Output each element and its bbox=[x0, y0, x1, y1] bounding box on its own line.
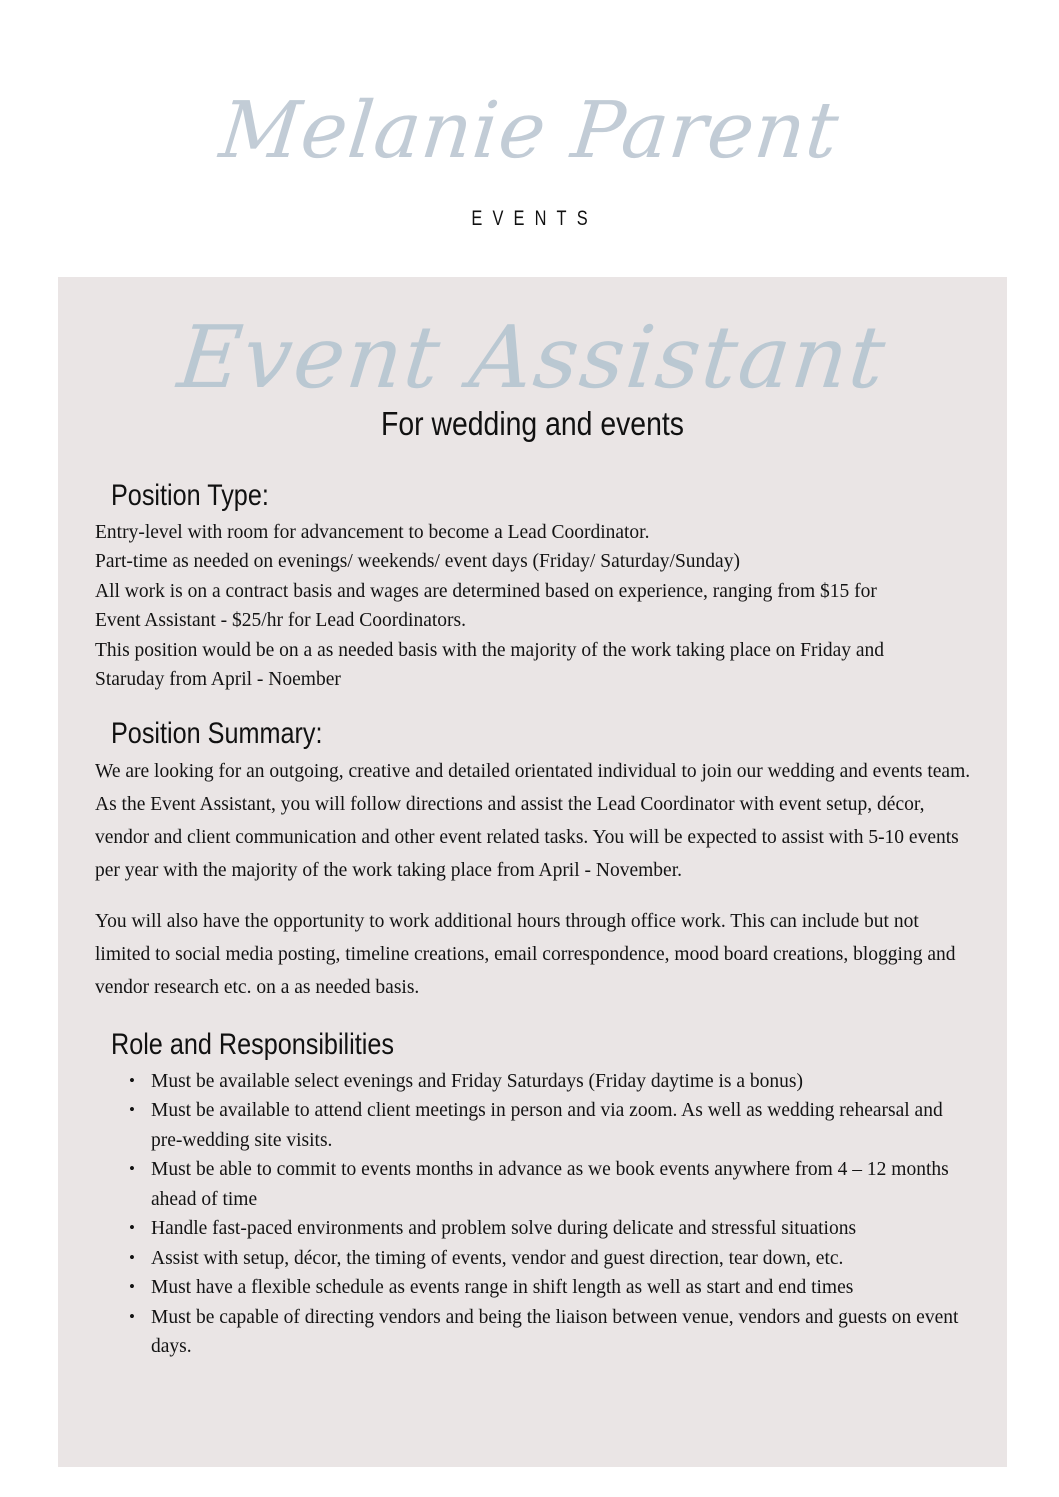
position-type-line: Staruday from April - Noember bbox=[95, 669, 341, 690]
document-body bbox=[58, 479, 1007, 1362]
position-type-body bbox=[95, 518, 1007, 695]
page-subtitle: For wedding and events bbox=[381, 405, 684, 442]
section-position-summary bbox=[58, 717, 1007, 1005]
brand-logo-subtitle: EVENTS bbox=[471, 207, 598, 230]
responsibilities-list bbox=[58, 1067, 1007, 1362]
section-role-responsibilities bbox=[58, 1028, 1007, 1362]
position-summary-paragraph: We are looking for an outgoing, creative and detailed orientated individual to join our wedding and events team. As the Event Assistant, you will follow directions and assist the Lead Coordinator with event setup, décor, vendor and client communication and other event related tasks. You will be expected to assist with 5-10 events per year with the majority of the work taking place from April - November. bbox=[95, 761, 971, 881]
list-item: • Assist with setup, décor, the timing of events, vendor and guest direction, tear down, etc. bbox=[151, 1244, 977, 1274]
content-panel bbox=[58, 277, 1007, 1467]
list-item: • Must be available to attend client meetings in person and via zoom. As well as wedding rehearsal and pre-wedding site visits. bbox=[151, 1096, 977, 1155]
position-type-line: Entry-level with room for advancement to become a Lead Coordinator. bbox=[95, 521, 650, 543]
page-title: Event Assistant bbox=[173, 308, 892, 408]
position-summary-body bbox=[95, 755, 1007, 1004]
section-heading-position-type: Position Type: bbox=[111, 479, 269, 512]
list-item: • Must have a flexible schedule as events range in shift length as well as start and end times bbox=[151, 1273, 977, 1303]
list-item: • Must be able to commit to events months in advance as we book events anywhere from 4 – 12 months ahead of time bbox=[151, 1155, 977, 1214]
paragraph-gap bbox=[95, 887, 977, 905]
section-heading-role-responsibilities: Role and Responsibilities bbox=[111, 1028, 394, 1061]
list-item: • Must be capable of directing vendors and being the liaison between venue, vendors and guests on event days. bbox=[151, 1303, 977, 1362]
section-position-type bbox=[58, 479, 1007, 695]
brand-logo-script: Melanie Parent bbox=[215, 86, 844, 176]
list-item: • Must be available select evenings and Friday Saturdays (Friday daytime is a bonus) bbox=[151, 1067, 977, 1097]
position-type-line: Part-time as needed on evenings/ weekends/ event days (Friday/ Saturday/Sunday) bbox=[95, 551, 740, 572]
section-heading-position-summary: Position Summary: bbox=[111, 716, 323, 750]
list-item: • Handle fast-paced environments and problem solve during delicate and stressful situations bbox=[151, 1214, 977, 1244]
masthead bbox=[0, 0, 1059, 277]
position-type-line: All work is on a contract basis and wages are determined based on experience, ranging from $15 for bbox=[95, 580, 877, 602]
position-summary-paragraph: You will also have the opportunity to work additional hours through office work. This can include but not limited to social media posting, timeline creations, email correspondence, mood board creations, blogging and vendor research etc. on a as needed basis. bbox=[95, 911, 956, 998]
position-type-line: Event Assistant - $25/hr for Lead Coordinators. bbox=[95, 610, 466, 631]
position-type-line: This position would be on a as needed basis with the majority of the work taking place on Friday and bbox=[95, 639, 885, 661]
